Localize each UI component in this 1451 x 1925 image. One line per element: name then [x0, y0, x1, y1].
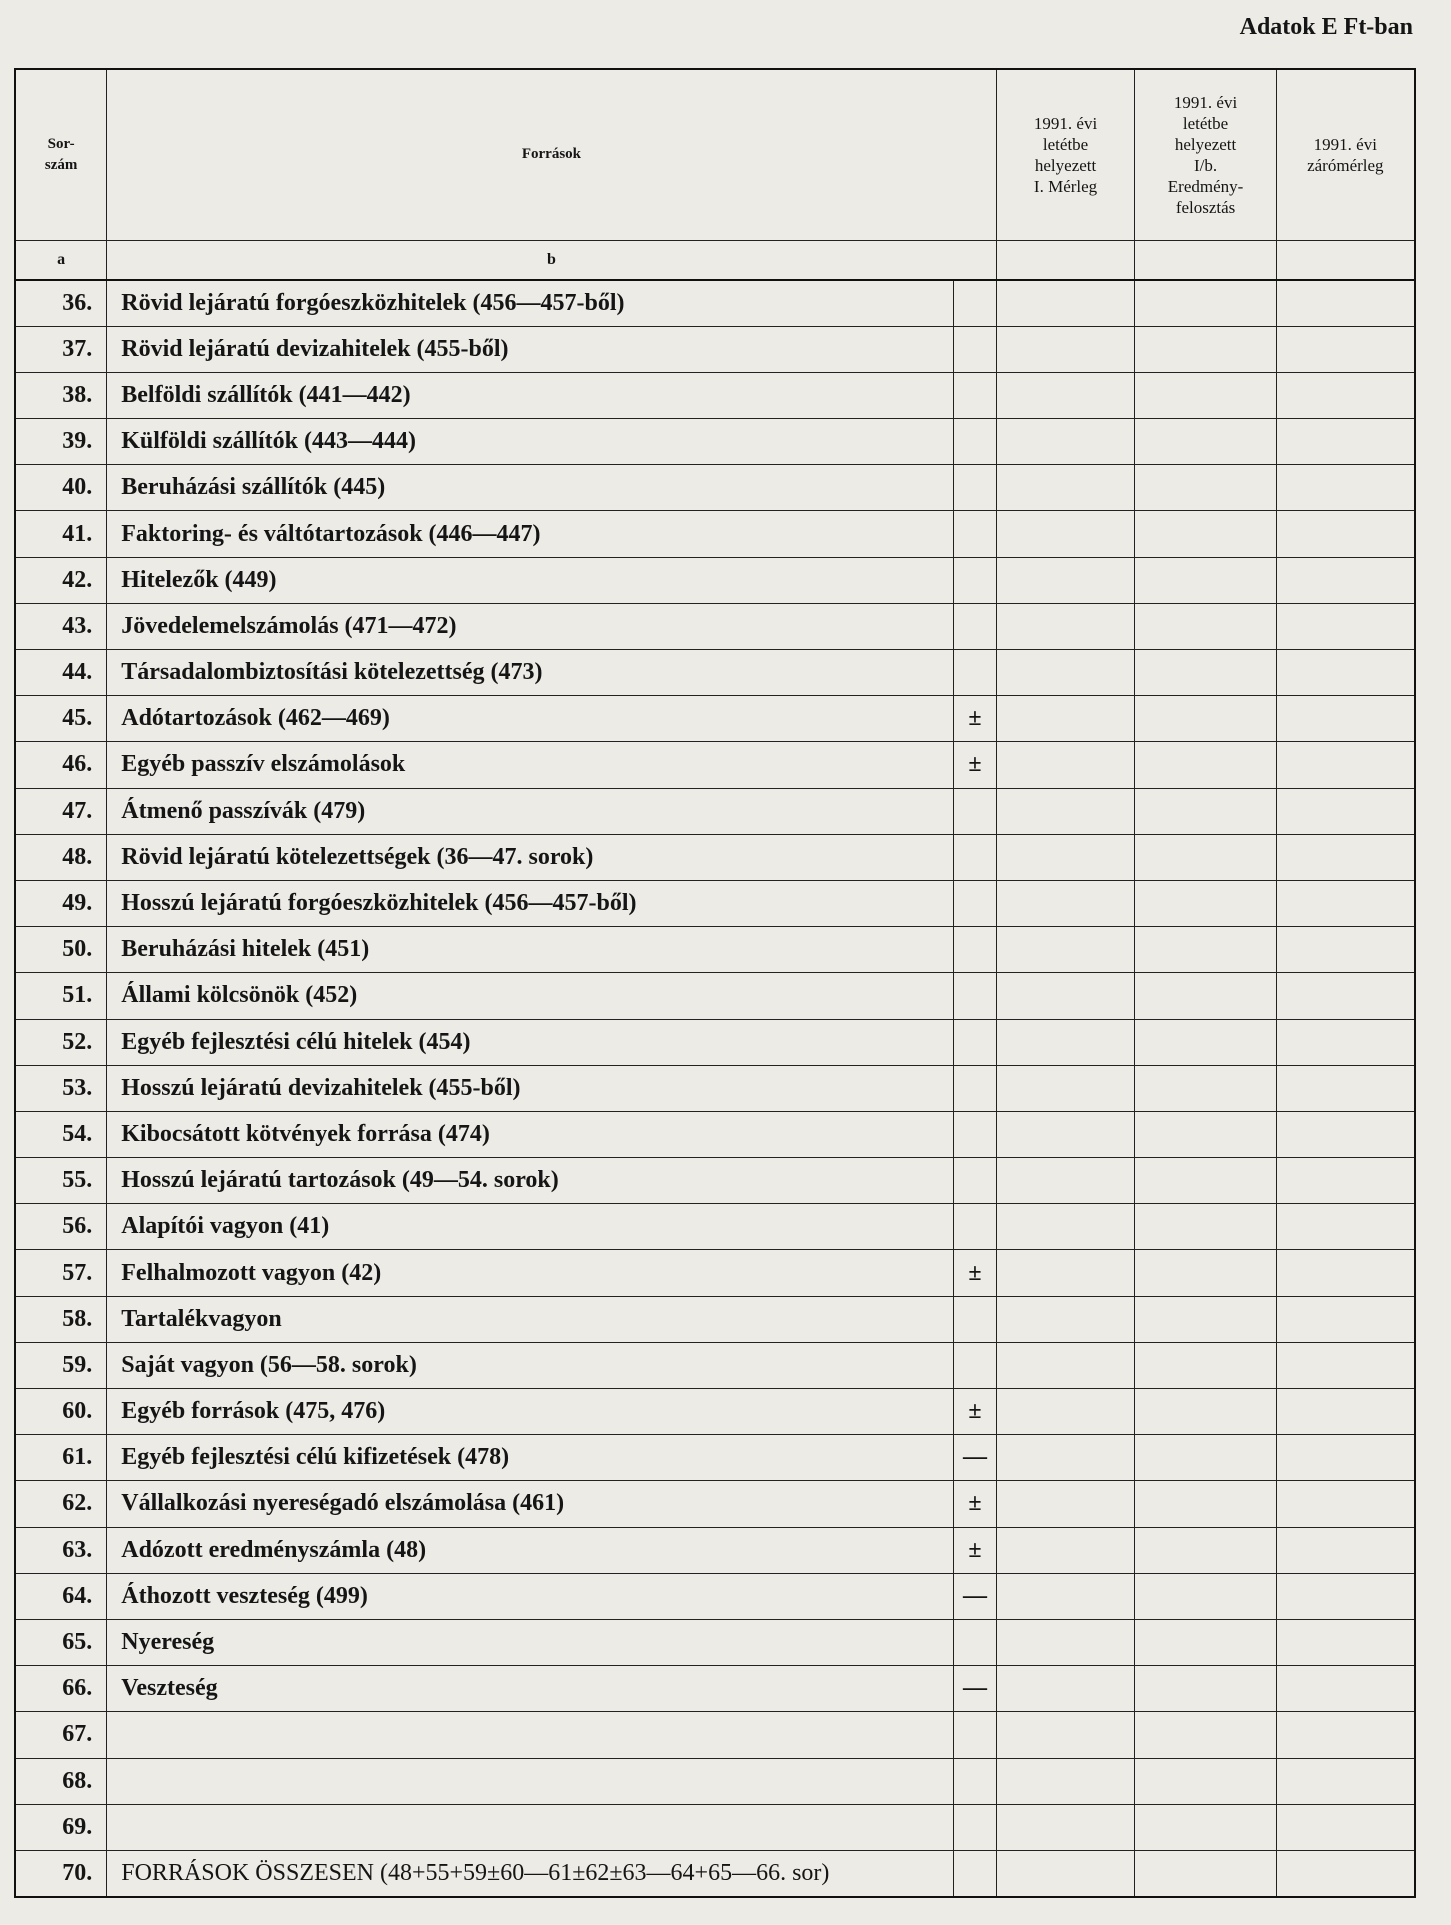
row-number: 70. [15, 1850, 107, 1896]
blank-cell [1276, 240, 1415, 280]
profit-distribution-cell [1135, 1435, 1276, 1481]
row-sign [954, 927, 996, 973]
table-row [15, 880, 1415, 926]
table-row [15, 1804, 1415, 1850]
row-sign [954, 1158, 996, 1204]
row-number: 60. [15, 1389, 107, 1435]
table-row [15, 465, 1415, 511]
profit-distribution-cell [1135, 1619, 1276, 1665]
closing-balance-cell [1276, 742, 1415, 788]
closing-balance-cell [1276, 1065, 1415, 1111]
closing-balance-cell [1276, 1158, 1415, 1204]
row-sign: — [954, 1435, 996, 1481]
profit-distribution-cell [1135, 927, 1276, 973]
row-number: 67. [15, 1712, 107, 1758]
closing-balance-cell [1276, 1573, 1415, 1619]
row-number: 54. [15, 1111, 107, 1157]
row-sign: ± [954, 1527, 996, 1573]
table-row [15, 511, 1415, 557]
closing-balance-cell [1276, 280, 1415, 326]
closing-balance-cell [1276, 927, 1415, 973]
table-row [15, 1342, 1415, 1388]
row-label: Tartalékvagyon [107, 1296, 954, 1342]
opening-balance-cell [996, 603, 1135, 649]
closing-balance-cell [1276, 1342, 1415, 1388]
table-row [15, 1204, 1415, 1250]
closing-balance-cell [1276, 1850, 1415, 1896]
opening-balance-cell [996, 280, 1135, 326]
table-row [15, 1527, 1415, 1573]
row-sign [954, 1619, 996, 1665]
row-sign [954, 465, 996, 511]
row-number: 48. [15, 834, 107, 880]
row-number: 65. [15, 1619, 107, 1665]
table-row [15, 1758, 1415, 1804]
opening-balance-cell [996, 880, 1135, 926]
profit-distribution-cell [1135, 1019, 1276, 1065]
closing-balance-cell [1276, 1204, 1415, 1250]
profit-distribution-cell [1135, 880, 1276, 926]
opening-balance-cell [996, 326, 1135, 372]
row-number: 52. [15, 1019, 107, 1065]
row-label: Vállalkozási nyereségadó elszámolása (461) [107, 1481, 954, 1527]
row-sign [954, 650, 996, 696]
row-sign [954, 1712, 996, 1758]
profit-distribution-cell [1135, 973, 1276, 1019]
row-sign [954, 1342, 996, 1388]
row-label: Társadalombiztosítási kötelezettség (473) [107, 650, 954, 696]
closing-balance-cell [1276, 1712, 1415, 1758]
profit-distribution-cell [1135, 511, 1276, 557]
blank-cell [996, 240, 1135, 280]
row-number: 42. [15, 557, 107, 603]
profit-distribution-cell [1135, 1204, 1276, 1250]
closing-balance-cell [1276, 1619, 1415, 1665]
profit-distribution-cell [1135, 1296, 1276, 1342]
opening-balance-cell [996, 650, 1135, 696]
profit-distribution-cell [1135, 1804, 1276, 1850]
opening-balance-cell [996, 1111, 1135, 1157]
table-row [15, 1250, 1415, 1296]
profit-distribution-cell [1135, 742, 1276, 788]
profit-distribution-cell [1135, 1527, 1276, 1573]
closing-balance-cell [1276, 1389, 1415, 1435]
table-row [15, 650, 1415, 696]
row-number: 63. [15, 1527, 107, 1573]
row-label: Átmenő passzívák (479) [107, 788, 954, 834]
row-number: 47. [15, 788, 107, 834]
opening-balance-cell [996, 557, 1135, 603]
table-row [15, 372, 1415, 418]
row-sign [954, 1758, 996, 1804]
row-number: 55. [15, 1158, 107, 1204]
row-number: 68. [15, 1758, 107, 1804]
row-sign: — [954, 1573, 996, 1619]
opening-balance-cell [996, 834, 1135, 880]
opening-balance-cell [996, 1666, 1135, 1712]
table-row [15, 1666, 1415, 1712]
row-number: 56. [15, 1204, 107, 1250]
row-sign [954, 1204, 996, 1250]
row-label: Áthozott veszteség (499) [107, 1573, 954, 1619]
row-sign [954, 1111, 996, 1157]
profit-distribution-cell [1135, 1712, 1276, 1758]
closing-balance-cell [1276, 372, 1415, 418]
table-row [15, 742, 1415, 788]
closing-balance-cell [1276, 696, 1415, 742]
header-opening-balance: 1991. évi letétbe helyezett I. Mérleg [996, 69, 1135, 240]
row-number: 62. [15, 1481, 107, 1527]
opening-balance-cell [996, 1804, 1135, 1850]
table-row [15, 1065, 1415, 1111]
profit-distribution-cell [1135, 419, 1276, 465]
row-number: 58. [15, 1296, 107, 1342]
row-label: Hitelezők (449) [107, 557, 954, 603]
opening-balance-cell [996, 1065, 1135, 1111]
row-label: Beruházási hitelek (451) [107, 927, 954, 973]
opening-balance-cell [996, 1389, 1135, 1435]
opening-balance-cell [996, 1527, 1135, 1573]
opening-balance-cell [996, 973, 1135, 1019]
table-row [15, 788, 1415, 834]
closing-balance-cell [1276, 788, 1415, 834]
profit-distribution-cell [1135, 1758, 1276, 1804]
column-letter-a: a [15, 240, 107, 280]
row-sign [954, 1296, 996, 1342]
profit-distribution-cell [1135, 1573, 1276, 1619]
row-sign [954, 511, 996, 557]
profit-distribution-cell [1135, 326, 1276, 372]
unit-note: Adatok E Ft-ban [1239, 14, 1413, 40]
row-label [107, 1804, 954, 1850]
row-label: Hosszú lejáratú forgóeszközhitelek (456—457-ből) [107, 880, 954, 926]
header-row [15, 69, 1415, 240]
row-label: Rövid lejáratú devizahitelek (455-ből) [107, 326, 954, 372]
closing-balance-cell [1276, 557, 1415, 603]
opening-balance-cell [996, 1204, 1135, 1250]
profit-distribution-cell [1135, 696, 1276, 742]
table-row [15, 1712, 1415, 1758]
profit-distribution-cell [1135, 834, 1276, 880]
row-number: 43. [15, 603, 107, 649]
sources-table [14, 68, 1416, 1898]
table-row [15, 557, 1415, 603]
row-sign: — [954, 1666, 996, 1712]
row-sign [954, 557, 996, 603]
closing-balance-cell [1276, 650, 1415, 696]
closing-balance-cell [1276, 1666, 1415, 1712]
table-row [15, 1019, 1415, 1065]
profit-distribution-cell [1135, 465, 1276, 511]
row-sign [954, 1019, 996, 1065]
opening-balance-cell [996, 465, 1135, 511]
row-number: 69. [15, 1804, 107, 1850]
closing-balance-cell [1276, 419, 1415, 465]
opening-balance-cell [996, 1712, 1135, 1758]
table-row [15, 973, 1415, 1019]
column-letter-row [15, 240, 1415, 280]
row-label: Állami kölcsönök (452) [107, 973, 954, 1019]
row-number: 38. [15, 372, 107, 418]
row-label: Egyéb források (475, 476) [107, 1389, 954, 1435]
table-row [15, 1619, 1415, 1665]
row-sign [954, 419, 996, 465]
row-sign [954, 1065, 996, 1111]
row-sign [954, 834, 996, 880]
row-label: Veszteség [107, 1666, 954, 1712]
opening-balance-cell [996, 1019, 1135, 1065]
row-number: 49. [15, 880, 107, 926]
opening-balance-cell [996, 1758, 1135, 1804]
closing-balance-cell [1276, 880, 1415, 926]
table-row [15, 927, 1415, 973]
table-row [15, 280, 1415, 326]
row-label: Adótartozások (462—469) [107, 696, 954, 742]
closing-balance-cell [1276, 326, 1415, 372]
header-closing-balance: 1991. évi zárómérleg [1276, 69, 1415, 240]
row-label: Belföldi szállítók (441—442) [107, 372, 954, 418]
table-row [15, 1435, 1415, 1481]
closing-balance-cell [1276, 1527, 1415, 1573]
table-row [15, 1389, 1415, 1435]
opening-balance-cell [996, 372, 1135, 418]
header-row-number: Sor- szám [15, 69, 107, 240]
header-profit-distribution: 1991. évi letétbe helyezett I/b. Eredmény- felosztás [1135, 69, 1276, 240]
profit-distribution-cell [1135, 1250, 1276, 1296]
row-label: Jövedelemelszámolás (471—472) [107, 603, 954, 649]
row-label [107, 1712, 954, 1758]
row-label: Felhalmozott vagyon (42) [107, 1250, 954, 1296]
table-row [15, 834, 1415, 880]
row-number: 50. [15, 927, 107, 973]
row-sign [954, 603, 996, 649]
profit-distribution-cell [1135, 788, 1276, 834]
row-number: 59. [15, 1342, 107, 1388]
row-sign [954, 788, 996, 834]
row-label: Külföldi szállítók (443—444) [107, 419, 954, 465]
row-label: Beruházási szállítók (445) [107, 465, 954, 511]
opening-balance-cell [996, 696, 1135, 742]
closing-balance-cell [1276, 1250, 1415, 1296]
row-label: Egyéb fejlesztési célú kifizetések (478) [107, 1435, 954, 1481]
profit-distribution-cell [1135, 603, 1276, 649]
blank-cell [1135, 240, 1276, 280]
row-number: 61. [15, 1435, 107, 1481]
row-sign [954, 326, 996, 372]
closing-balance-cell [1276, 1111, 1415, 1157]
opening-balance-cell [996, 927, 1135, 973]
profit-distribution-cell [1135, 650, 1276, 696]
opening-balance-cell [996, 1342, 1135, 1388]
closing-balance-cell [1276, 511, 1415, 557]
row-number: 45. [15, 696, 107, 742]
closing-balance-cell [1276, 834, 1415, 880]
table-row [15, 603, 1415, 649]
closing-balance-cell [1276, 1296, 1415, 1342]
row-sign: ± [954, 742, 996, 788]
row-label: Saját vagyon (56—58. sorok) [107, 1342, 954, 1388]
profit-distribution-cell [1135, 1666, 1276, 1712]
opening-balance-cell [996, 511, 1135, 557]
closing-balance-cell [1276, 1804, 1415, 1850]
row-sign: ± [954, 1250, 996, 1296]
opening-balance-cell [996, 1619, 1135, 1665]
table-row [15, 419, 1415, 465]
closing-balance-cell [1276, 1019, 1415, 1065]
opening-balance-cell [996, 742, 1135, 788]
opening-balance-cell [996, 419, 1135, 465]
closing-balance-cell [1276, 1481, 1415, 1527]
row-sign [954, 372, 996, 418]
row-label: Rövid lejáratú forgóeszközhitelek (456—457-ből) [107, 280, 954, 326]
table-row [15, 1850, 1415, 1896]
profit-distribution-cell [1135, 1481, 1276, 1527]
profit-distribution-cell [1135, 1158, 1276, 1204]
row-label: Egyéb fejlesztési célú hitelek (454) [107, 1019, 954, 1065]
opening-balance-cell [996, 1850, 1135, 1896]
row-label: Egyéb passzív elszámolások [107, 742, 954, 788]
table-row [15, 696, 1415, 742]
row-number: 57. [15, 1250, 107, 1296]
opening-balance-cell [996, 1573, 1135, 1619]
row-label: Alapítói vagyon (41) [107, 1204, 954, 1250]
table-row [15, 1296, 1415, 1342]
row-label: Nyereség [107, 1619, 954, 1665]
row-label: Hosszú lejáratú tartozások (49—54. sorok) [107, 1158, 954, 1204]
row-label: Kibocsátott kötvények forrása (474) [107, 1111, 954, 1157]
opening-balance-cell [996, 1481, 1135, 1527]
row-sign [954, 973, 996, 1019]
table-row [15, 1573, 1415, 1619]
row-sign [954, 1850, 996, 1896]
profit-distribution-cell [1135, 372, 1276, 418]
opening-balance-cell [996, 788, 1135, 834]
profit-distribution-cell [1135, 1389, 1276, 1435]
row-label: Faktoring- és váltótartozások (446—447) [107, 511, 954, 557]
row-number: 41. [15, 511, 107, 557]
row-sign [954, 1804, 996, 1850]
closing-balance-cell [1276, 973, 1415, 1019]
row-label [107, 1758, 954, 1804]
profit-distribution-cell [1135, 1065, 1276, 1111]
row-number: 53. [15, 1065, 107, 1111]
row-number: 37. [15, 326, 107, 372]
column-letter-b: b [107, 240, 996, 280]
closing-balance-cell [1276, 603, 1415, 649]
row-sign [954, 880, 996, 926]
row-number: 51. [15, 973, 107, 1019]
closing-balance-cell [1276, 1758, 1415, 1804]
header-sources: Források [107, 69, 996, 240]
row-label: Hosszú lejáratú devizahitelek (455-ből) [107, 1065, 954, 1111]
row-sign: ± [954, 1481, 996, 1527]
row-sign [954, 280, 996, 326]
closing-balance-cell [1276, 465, 1415, 511]
closing-balance-cell [1276, 1435, 1415, 1481]
row-number: 46. [15, 742, 107, 788]
opening-balance-cell [996, 1250, 1135, 1296]
table-row [15, 1481, 1415, 1527]
table-row [15, 326, 1415, 372]
profit-distribution-cell [1135, 557, 1276, 603]
row-number: 44. [15, 650, 107, 696]
opening-balance-cell [996, 1296, 1135, 1342]
table-row [15, 1111, 1415, 1157]
profit-distribution-cell [1135, 1850, 1276, 1896]
row-number: 64. [15, 1573, 107, 1619]
row-number: 66. [15, 1666, 107, 1712]
row-number: 40. [15, 465, 107, 511]
row-label: FORRÁSOK ÖSSZESEN (48+55+59±60—61±62±63—64+65—66. sor) [107, 1850, 954, 1896]
row-sign: ± [954, 1389, 996, 1435]
opening-balance-cell [996, 1158, 1135, 1204]
row-sign: ± [954, 696, 996, 742]
profit-distribution-cell [1135, 1111, 1276, 1157]
row-number: 39. [15, 419, 107, 465]
row-label: Rövid lejáratú kötelezettségek (36—47. sorok) [107, 834, 954, 880]
profit-distribution-cell [1135, 280, 1276, 326]
row-label: Adózott eredményszámla (48) [107, 1527, 954, 1573]
table-row [15, 1158, 1415, 1204]
opening-balance-cell [996, 1435, 1135, 1481]
row-number: 36. [15, 280, 107, 326]
profit-distribution-cell [1135, 1342, 1276, 1388]
